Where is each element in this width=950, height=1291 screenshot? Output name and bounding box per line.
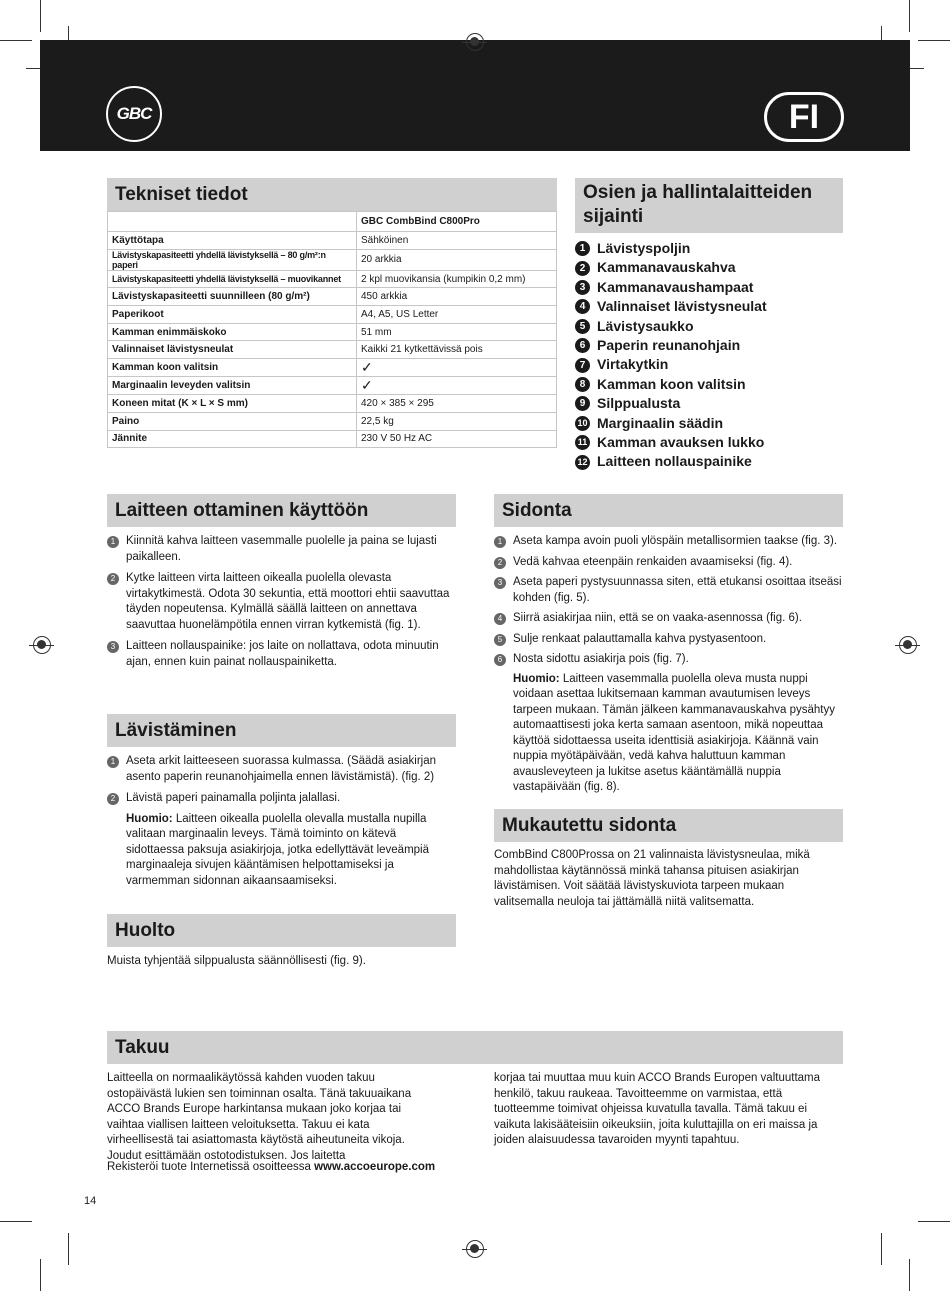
number-badge: 12 <box>575 455 590 470</box>
table-row <box>108 288 557 306</box>
crop-mark <box>40 1259 41 1291</box>
list-item <box>494 575 843 606</box>
spec-value: 22,5 kg <box>357 412 557 430</box>
specs-table <box>107 211 557 448</box>
gbc-logo: GBC <box>106 86 162 142</box>
step-number: 1 <box>494 536 506 548</box>
list-item <box>575 258 767 277</box>
table-row <box>108 341 557 359</box>
step-number: 2 <box>107 573 119 585</box>
spec-value: 51 mm <box>357 323 557 341</box>
list-item <box>575 414 767 433</box>
step-text: Aseta arkit laitteeseen suorassa kulmassa. (Säädä asiakirjan asento paperin reunanohjaimella ennen lävistämistä). (fig. 2) <box>126 755 437 783</box>
register-text: Rekisteröi tuote Internetissä osoitteessa <box>107 1161 315 1173</box>
spec-value: 450 arkkia <box>357 288 557 306</box>
table-row <box>108 359 557 377</box>
table-row <box>108 430 557 448</box>
warranty-heading: Takuu <box>107 1031 843 1064</box>
parts-heading-line: sijainti <box>583 206 644 227</box>
registration-mark-icon <box>899 636 917 654</box>
punching-steps <box>107 754 456 889</box>
part-label: Lävistyspoljin <box>597 240 691 256</box>
language-badge: FI <box>764 92 844 142</box>
list-item <box>494 534 843 550</box>
custom-binding-heading: Mukautettu sidonta <box>494 809 843 842</box>
page-number: 14 <box>84 1195 97 1207</box>
note-paragraph <box>494 672 843 796</box>
spec-label: Lävistyskapasiteetti yhdellä lävistyksellä – 80 g/m²:n paperi <box>108 249 357 270</box>
spec-value: Kaikki 21 kytkettävissä pois <box>357 341 557 359</box>
part-label: Lävistysaukko <box>597 317 694 334</box>
step-text: Aseta paperi pystysuunnassa siten, että etukansi osoittaa itseäsi kohden (fig. 5). <box>513 576 842 604</box>
step-number: 5 <box>494 634 506 646</box>
setup-heading: Laitteen ottaminen käyttöön <box>107 494 456 527</box>
list-item <box>575 452 767 471</box>
list-item <box>575 433 767 452</box>
spec-label: Käyttötapa <box>108 232 357 250</box>
spec-label: Lävistyskapasiteetti yhdellä lävistyksellä – muovikannet <box>108 270 357 288</box>
crop-mark <box>881 1233 882 1265</box>
part-label: Silppualusta <box>597 395 681 412</box>
step-number: 3 <box>107 641 119 653</box>
note-text: Laitteen vasemmalla puolella oleva musta nuppi voidaan asettaa lukitsemaan kamman avautumisen leveys tarpeen mukaan. Tämän jälkeen kammanavauskahva pysähtyy automaattisesti joka kerta samaan asentoon, mikä nopeuttaa käyttöä sidottaessa useita identtisiä asiakirjoja. Käännä vain nuppia myötäpäivään, vedä kahva haluttuun kamman avausleveyteen ja lukitse asetus kääntämällä nuppia vastapäivään (fig. 8). <box>513 672 835 793</box>
list-item <box>575 355 767 374</box>
spec-value: A4, A5, US Letter <box>357 306 557 324</box>
spec-label: Koneen mitat (K × L × S mm) <box>108 395 357 413</box>
step-text: Laitteen nollauspainike: jos laite on nollattava, odota minuutin ajan, ennen kuin painat nollauspainiketta. <box>126 640 439 668</box>
warranty-text-left: Laitteella on normaalikäytössä kahden vuoden takuu ostopäivästä lukien sen toiminnan osalta. Tänä takuuaikana ACCO Brands Europe harkintansa mukaan joko korjaa tai vaihtaa viallisen laitteen veloituksetta. Takuu ei kata virheellisestä tai asiattomasta käytöstä aiheutuneita vikoja. Joudut esittämään ostotodistuksen. Jos laitetta <box>107 1072 412 1162</box>
step-text: Vedä kahvaa eteenpäin renkaiden avaamiseksi (fig. 4). <box>513 555 793 568</box>
step-text: Kiinnitä kahva laitteen vasemmalle puolelle ja paina se lujasti paikalleen. <box>126 535 437 563</box>
list-item <box>575 375 767 394</box>
spec-label: Paperikoot <box>108 306 357 324</box>
spec-label: Paino <box>108 412 357 430</box>
step-number: 2 <box>107 793 119 805</box>
table-row <box>108 412 557 430</box>
list-item <box>575 278 767 297</box>
crop-mark <box>0 40 32 41</box>
part-label: Valinnaiset lävistysneulat <box>597 298 767 315</box>
number-badge: 8 <box>575 377 590 392</box>
table-row <box>108 232 557 250</box>
spec-label: Valinnaiset lävistysneulat <box>108 341 357 359</box>
spec-value: Sähköinen <box>357 232 557 250</box>
table-row <box>108 377 557 395</box>
checkmark-icon: ✓ <box>357 359 557 377</box>
number-badge: 6 <box>575 338 590 353</box>
table-row <box>108 323 557 341</box>
number-badge: 10 <box>575 416 590 431</box>
maintenance-text: Muista tyhjentää silppualusta säännöllisesti (fig. 9). <box>107 955 366 967</box>
step-number: 4 <box>494 613 506 625</box>
spec-label: Lävistyskapasiteetti suunnilleen (80 g/m²) <box>108 288 357 306</box>
number-badge: 11 <box>575 435 590 450</box>
parts-heading-line: Osien ja hallintalaitteiden <box>583 182 813 203</box>
list-item <box>494 652 843 668</box>
step-text: Nosta sidottu asiakirja pois (fig. 7). <box>513 653 689 665</box>
part-label: Paperin reunanohjain <box>597 337 741 354</box>
list-item <box>107 791 456 807</box>
register-line <box>107 1160 507 1176</box>
list-item <box>575 394 767 413</box>
note-text: Laitteen oikealla puolella olevalla mustalla nupilla valitaan marginaalin leveys. Tämä toiminto on kätevä sidottaessa paksuja asiakirjoja, jotka edellyttävät leveämpiä marginaaleja sivujen kääntämisen helpottamiseksi ja varmemman sidonnan aikaansaamiseksi. <box>126 812 429 887</box>
binding-steps <box>494 534 843 796</box>
step-number: 1 <box>107 536 119 548</box>
step-text: Lävistä paperi painamalla poljinta jalallasi. <box>126 792 341 804</box>
spec-value: 20 arkkia <box>357 249 557 270</box>
number-badge: 1 <box>575 241 590 256</box>
checkmark-icon: ✓ <box>357 377 557 395</box>
note-label: Huomio: <box>126 812 173 825</box>
model-name: GBC CombBind C800Pro <box>357 212 557 232</box>
registration-mark-icon <box>466 1240 484 1258</box>
spec-value: 230 V 50 Hz AC <box>357 430 557 448</box>
list-item <box>494 632 843 648</box>
binding-heading: Sidonta <box>494 494 843 527</box>
step-text: Kytke laitteen virta laitteen oikealla puolella olevasta virtakytkimestä. Odota 30 sekuntia, että moottori ehtii saavuttaa täyden nopeutensa. Kylmällä säällä laitteen on annettava saavuttaa huonelämpötila ennen virran kytkemistä (fig. 1). <box>126 572 450 631</box>
table-row <box>108 306 557 324</box>
custom-binding-text: CombBind C800Prossa on 21 valinnaista lävistysneulaa, mikä mahdollistaa käytännössä minkä tahansa pituisen asiakirjan lävistämisen. Voit säätää lävistyskuviota tarpeen mukaan valitsemalla neuloja tai jättämällä niitä valitsematta. <box>494 849 810 908</box>
step-number: 1 <box>107 756 119 768</box>
number-badge: 9 <box>575 396 590 411</box>
parts-heading <box>575 178 843 233</box>
table-cell <box>108 212 357 232</box>
spec-label: Kamman enimmäiskoko <box>108 323 357 341</box>
table-header-row <box>108 212 557 232</box>
step-text: Sulje renkaat palauttamalla kahva pystyasentoon. <box>513 632 767 645</box>
maintenance-heading: Huolto <box>107 914 456 947</box>
warranty-text-right: korjaa tai muuttaa muu kuin ACCO Brands Europen valtuuttama henkilö, takuu raukeaa. Tavoitteemme on varmistaa, että tuotteemme toimivat ohjeissa kuvatulla tavalla. Tämä takuu ei vaikuta lakisääteisiin oikeuksiin, joita kuluttajilla on eri maissa ja joiden alaisuudessa tavaroiden myynti tapahtuu. <box>494 1072 821 1146</box>
crop-mark <box>909 0 910 32</box>
spec-value: 2 kpl muovikansia (kumpikin 0,2 mm) <box>357 270 557 288</box>
step-text: Aseta kampa avoin puoli ylöspäin metallisormien taakse (fig. 3). <box>513 535 838 547</box>
setup-steps <box>107 534 456 670</box>
part-label: Kammanavauskahva <box>597 259 736 276</box>
number-badge: 7 <box>575 358 590 373</box>
part-label: Virtakytkin <box>597 356 669 373</box>
part-label: Kammanavaushampaat <box>597 278 754 295</box>
list-item <box>575 239 767 258</box>
table-row <box>108 249 557 270</box>
crop-mark <box>909 1259 910 1291</box>
list-item <box>107 754 456 785</box>
number-badge: 5 <box>575 319 590 334</box>
specs-heading: Tekniset tiedot <box>107 178 557 211</box>
spec-value: 420 × 385 × 295 <box>357 395 557 413</box>
list-item <box>575 336 767 355</box>
crop-mark <box>918 1221 950 1222</box>
register-link[interactable]: www.accoeurope.com <box>314 1161 436 1173</box>
list-item <box>107 534 456 565</box>
registration-mark-icon <box>466 33 484 51</box>
number-badge: 4 <box>575 299 590 314</box>
spec-label: Marginaalin leveyden valitsin <box>108 377 357 395</box>
list-item <box>575 297 767 316</box>
list-item <box>494 555 843 571</box>
crop-mark <box>68 1233 69 1265</box>
list-item <box>575 317 767 336</box>
number-badge: 3 <box>575 280 590 295</box>
list-item <box>107 639 456 670</box>
parts-list <box>575 239 767 472</box>
note-paragraph <box>107 812 456 890</box>
part-label: Kamman avauksen lukko <box>597 434 765 451</box>
punching-heading: Lävistäminen <box>107 714 456 747</box>
spec-label: Jännite <box>108 430 357 448</box>
note-label: Huomio: <box>513 672 560 685</box>
table-row <box>108 270 557 288</box>
registration-mark-icon <box>33 636 51 654</box>
spec-label: Kamman koon valitsin <box>108 359 357 377</box>
crop-mark <box>40 0 41 32</box>
part-label: Laitteen nollauspainike <box>597 453 752 470</box>
step-number: 6 <box>494 654 506 666</box>
number-badge: 2 <box>575 261 590 276</box>
list-item <box>494 611 843 627</box>
step-number: 3 <box>494 577 506 589</box>
crop-mark <box>0 1221 32 1222</box>
step-text: Siirrä asiakirjaa niin, että se on vaaka-asennossa (fig. 6). <box>513 612 802 624</box>
table-row <box>108 395 557 413</box>
part-label: Kamman koon valitsin <box>597 375 746 392</box>
step-number: 2 <box>494 557 506 569</box>
crop-mark <box>918 40 950 41</box>
part-label: Marginaalin säädin <box>597 414 724 431</box>
list-item <box>107 571 456 633</box>
